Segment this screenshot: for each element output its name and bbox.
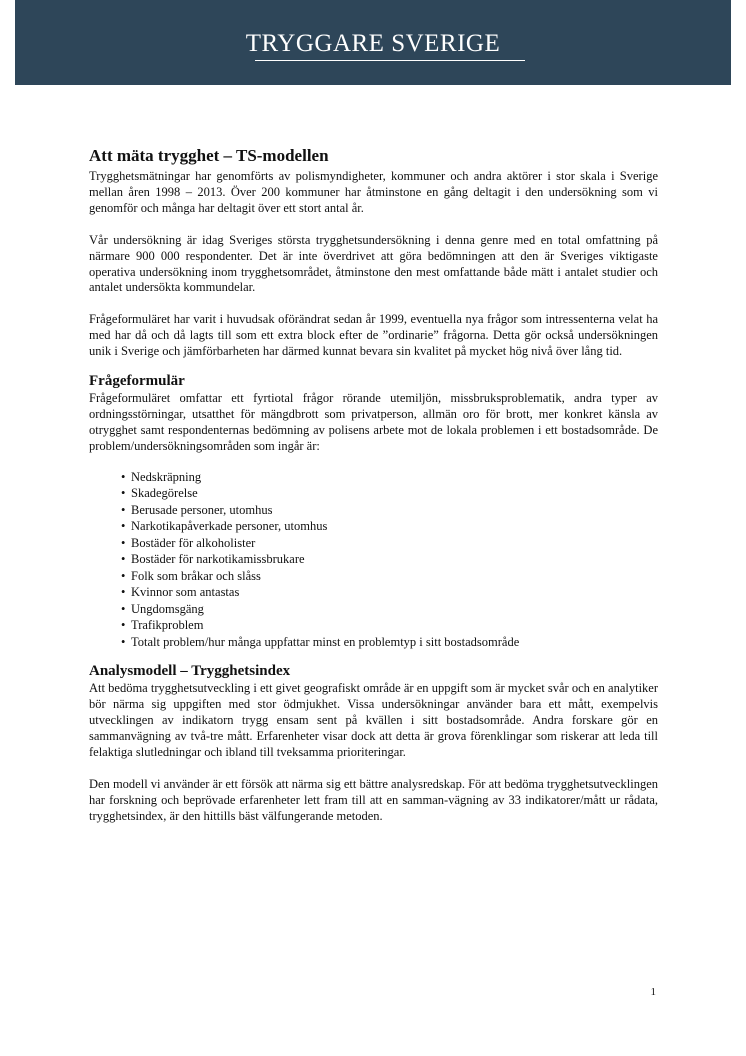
brand-logo: [15, 30, 731, 58]
analysmodell-paragraph-1: Att bedöma trygghetsutveckling i ett givet geografiskt område är en uppgift som är mycket svår och en analytiker bör närma sig uppgiften med stor ödmjukhet. Vissa undersökningar använder bara ett mått, exempelvis utvecklingen av indikatorn trygg ensam sent på kvällen i sitt bostadsområde. Andra forskare gör en sammanvägning av två-tre mått. Erfarenheter visar dock att detta är grova förenklingar som riskerar att leda till felaktiga slutledningar och ibland till tveksamma prioriteringar.: [89, 681, 658, 759]
brand-underline: [255, 60, 525, 61]
header-banner: [15, 0, 731, 85]
frageformular-paragraph: Frågeformuläret omfattar ett fyrtiotal frågor rörande utemiljön, missbruksproblematik, andra typer av ordningsstörningar, utsatthet för mängdbrott som privatperson, allmän oro för brott, mer konkret känsla av otrygghet samt respondenternas bedömning av polisens arbete mot de lokala problemen i ett bostadsområde. De problem/undersökningsområden som ingår är:: [89, 391, 658, 453]
brand-word-tryggare: TRYGGARE: [245, 30, 385, 57]
brand-word-sverige: SVERIGE: [391, 30, 501, 57]
document-body: [89, 145, 658, 824]
list-item: • Berusade personer, utomhus: [121, 502, 658, 519]
intro-paragraph-1: Trygghetsmätningar har genomförts av polismyndigheter, kommuner och andra aktörer i stor skala i Sverige mellan åren 1998 – 2013. Över 200 kommuner har åtminstone en gång deltagit i den undersökning som vi genomför och många har deltagit över ett stort antal år.: [89, 169, 658, 215]
list-item: • Narkotikapåverkade personer, utomhus: [121, 518, 658, 535]
list-item: • Kvinnor som antastas: [121, 584, 658, 601]
list-item: • Skadegörelse: [121, 485, 658, 502]
list-item: • Ungdomsgäng: [121, 601, 658, 618]
document-title: Att mäta trygghet – TS-modellen: [89, 146, 329, 165]
list-item: • Trafikproblem: [121, 617, 658, 634]
list-item: • Totalt problem/hur många uppfattar minst en problemtyp i sitt bostadsområde: [121, 634, 658, 651]
list-item: • Bostäder för alkoholister: [121, 535, 658, 552]
section-heading-frageformular: Frågeformulär: [89, 373, 185, 390]
section-heading-analysmodell: Analysmodell – Trygghetsindex: [89, 663, 291, 680]
analysmodell-paragraph-2: Den modell vi använder är ett försök att närma sig ett bättre analysredskap. För att bedöma trygghetsutvecklingen har forskning och beprövade erfarenheter lett fram till att en samman-vägning av 33 indikatorer/mått ur rådata, trygghetsindex, är den hittills bäst välfungerande metoden.: [89, 776, 658, 823]
list-item: • Nedskräpning: [121, 469, 658, 486]
intro-paragraph-2: Vår undersökning är idag Sveriges största trygghetsundersökning i denna genre med en total omfattning på närmare 900 000 respondenter. Det är inte överdrivet att göra bedömningen att den är Sveriges viktigaste operativa undersökning inom trygghetsområdet, åtminstone den mest omfattande både mätt i antalet studier och antalet undersökta kommundelar.: [89, 232, 658, 295]
list-item: • Folk som bråkar och slåss: [121, 568, 658, 585]
list-item: • Bostäder för narkotikamissbrukare: [121, 551, 658, 568]
page-number: 1: [650, 986, 656, 998]
intro-paragraph-3: Frågeformuläret har varit i huvudsak oförändrat sedan år 1999, eventuella nya frågor som intressenterna velat ha med har då och då lagts till som ett extra block efter de ”ordinarie” frågorna. Detta gör också undersökningen unik i Sverige och jämförbarheten har därmed kunnat bevara sin kvalitet på mycket hög nivå över lång tid.: [89, 312, 658, 359]
problem-area-list: [89, 469, 658, 651]
